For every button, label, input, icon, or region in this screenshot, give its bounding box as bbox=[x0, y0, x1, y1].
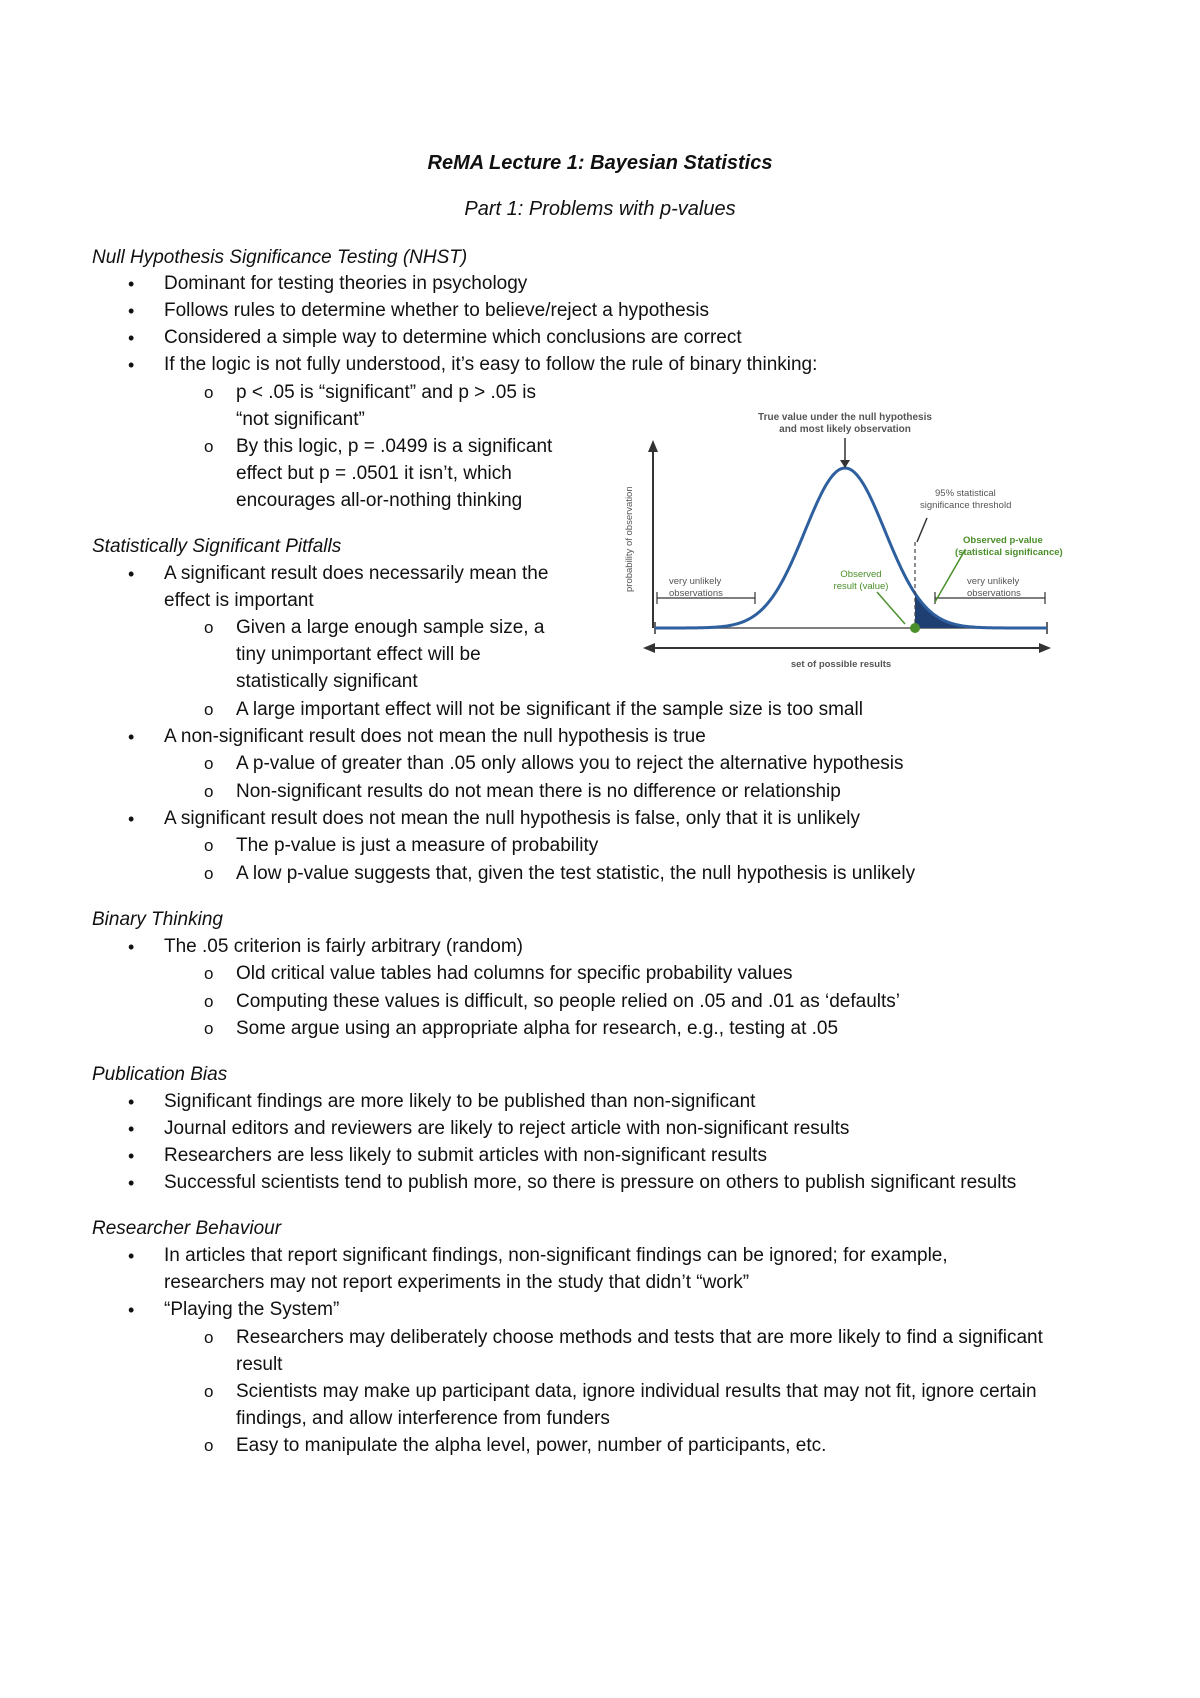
observed-value-point bbox=[910, 623, 920, 633]
peak-arrow-head bbox=[840, 460, 850, 468]
sub-list-item: o Non-significant results do not mean there is no difference or relationship bbox=[236, 780, 841, 804]
list-item: • Dominant for testing theories in psychology bbox=[164, 272, 527, 296]
p-value-distribution-figure bbox=[615, 402, 1065, 674]
sub-list-item: o By this logic, p = .0499 is a significant bbox=[236, 435, 552, 459]
sub-list-item-continued: tiny unimportant effect will be bbox=[236, 644, 481, 665]
sub-list-item: o Old critical value tables had columns for specific probability values bbox=[236, 962, 793, 986]
observed-label-line-1: Observed bbox=[840, 569, 882, 580]
sub-list-item: o A low p-value suggests that, given the test statistic, the null hypothesis is unlikely bbox=[236, 862, 915, 886]
section-heading-nhst: Null Hypothesis Significance Testing (NHST) bbox=[92, 247, 468, 268]
sub-list-item-continued: encourages all-or-nothing thinking bbox=[236, 490, 523, 511]
sub-list-item-continued: findings, and allow interference from funders bbox=[236, 1408, 610, 1429]
list-item: • Journal editors and reviewers are likely to reject article with non-significant results bbox=[164, 1117, 849, 1141]
list-item: • A non-significant result does not mean the null hypothesis is true bbox=[164, 725, 706, 749]
sub-list-item: o p < .05 is “significant” and p > .05 is bbox=[236, 381, 536, 405]
threshold-arrow bbox=[917, 518, 927, 542]
x-axis-label: set of possible results bbox=[790, 659, 892, 670]
null-value-label-line-1: True value under the null hypothesis bbox=[758, 412, 932, 423]
sub-list-item: o Given a large enough sample size, a bbox=[236, 616, 544, 640]
document-title: ReMA Lecture 1: Bayesian Statistics bbox=[427, 152, 773, 174]
threshold-label-line-1: 95% statistical bbox=[935, 488, 996, 499]
list-item: • Follows rules to determine whether to believe/reject a hypothesis bbox=[164, 299, 709, 323]
list-item-continued: researchers may not report experiments in the study that didn’t “work” bbox=[164, 1272, 750, 1293]
sub-list-item: o The p-value is just a measure of probability bbox=[236, 834, 598, 858]
left-tail-label-line-1: very unlikely bbox=[669, 576, 722, 587]
document-subtitle: Part 1: Problems with p-values bbox=[464, 198, 736, 220]
sub-list-item-continued: “not significant” bbox=[236, 409, 365, 430]
left-tail-label-line-2: observations bbox=[669, 588, 723, 599]
right-tail-label-line-2: observations bbox=[967, 588, 1021, 599]
null-value-label-line-2: and most likely observation bbox=[779, 424, 911, 435]
y-axis-label: probability of observation bbox=[624, 486, 635, 592]
x-axis-arrow-right bbox=[1039, 643, 1051, 653]
pvalue-label-line-2: (statistical significance) bbox=[955, 547, 1063, 558]
sub-list-item-continued: result bbox=[236, 1354, 283, 1375]
sub-list-item: o Easy to manipulate the alpha level, power, number of participants, etc. bbox=[236, 1434, 826, 1458]
threshold-label-line-2: significance threshold bbox=[920, 500, 1012, 511]
y-axis-arrow bbox=[648, 440, 658, 452]
sub-list-item: o Scientists may make up participant data, ignore individual results that may not fit, ignore certain bbox=[236, 1380, 1037, 1404]
list-item: • “Playing the System” bbox=[164, 1298, 339, 1322]
observed-arrow bbox=[877, 592, 905, 624]
right-tail-label-line-1: very unlikely bbox=[967, 576, 1020, 587]
list-item: • Successful scientists tend to publish more, so there is pressure on others to publish significant results bbox=[164, 1171, 1016, 1195]
section-heading-publication-bias: Publication Bias bbox=[92, 1064, 228, 1085]
x-axis-arrow-left bbox=[643, 643, 655, 653]
list-item: • The .05 criterion is fairly arbitrary (random) bbox=[164, 935, 523, 959]
sub-list-item: o Researchers may deliberately choose methods and tests that are more likely to find a significant bbox=[236, 1326, 1043, 1350]
section-heading-researcher-behaviour: Researcher Behaviour bbox=[92, 1218, 282, 1239]
observed-label-line-2: result (value) bbox=[833, 581, 889, 592]
sub-list-item: o Some argue using an appropriate alpha for research, e.g., testing at .05 bbox=[236, 1017, 838, 1041]
list-item-continued: effect is important bbox=[164, 590, 314, 611]
list-item: • Considered a simple way to determine which conclusions are correct bbox=[164, 326, 742, 350]
sub-list-item-continued: statistically significant bbox=[236, 671, 418, 692]
sub-list-item: o Computing these values is difficult, so people relied on .05 and .01 as ‘defaults’ bbox=[236, 990, 900, 1014]
list-item: • Significant findings are more likely to be published than non-significant bbox=[164, 1090, 755, 1114]
list-item: • A significant result does not mean the null hypothesis is false, only that it is unlikely bbox=[164, 807, 860, 831]
list-item: • In articles that report significant findings, non-significant findings can be ignored; for example, bbox=[164, 1244, 948, 1268]
pvalue-label-line-1: Observed p-value bbox=[963, 535, 1043, 546]
sub-list-item: o A large important effect will not be significant if the sample size is too small bbox=[236, 698, 863, 722]
list-item: • Researchers are less likely to submit articles with non-significant results bbox=[164, 1144, 767, 1168]
sub-list-item-continued: effect but p = .0501 it isn’t, which bbox=[236, 463, 512, 484]
sub-list-item: o A p-value of greater than .05 only allows you to reject the alternative hypothesis bbox=[236, 752, 904, 776]
list-item: • A significant result does necessarily mean the bbox=[164, 562, 548, 586]
list-item: • If the logic is not fully understood, it’s easy to follow the rule of binary thinking: bbox=[164, 353, 817, 377]
section-heading-binary-thinking: Binary Thinking bbox=[92, 909, 223, 930]
section-heading-pitfalls: Statistically Significant Pitfalls bbox=[92, 536, 342, 557]
